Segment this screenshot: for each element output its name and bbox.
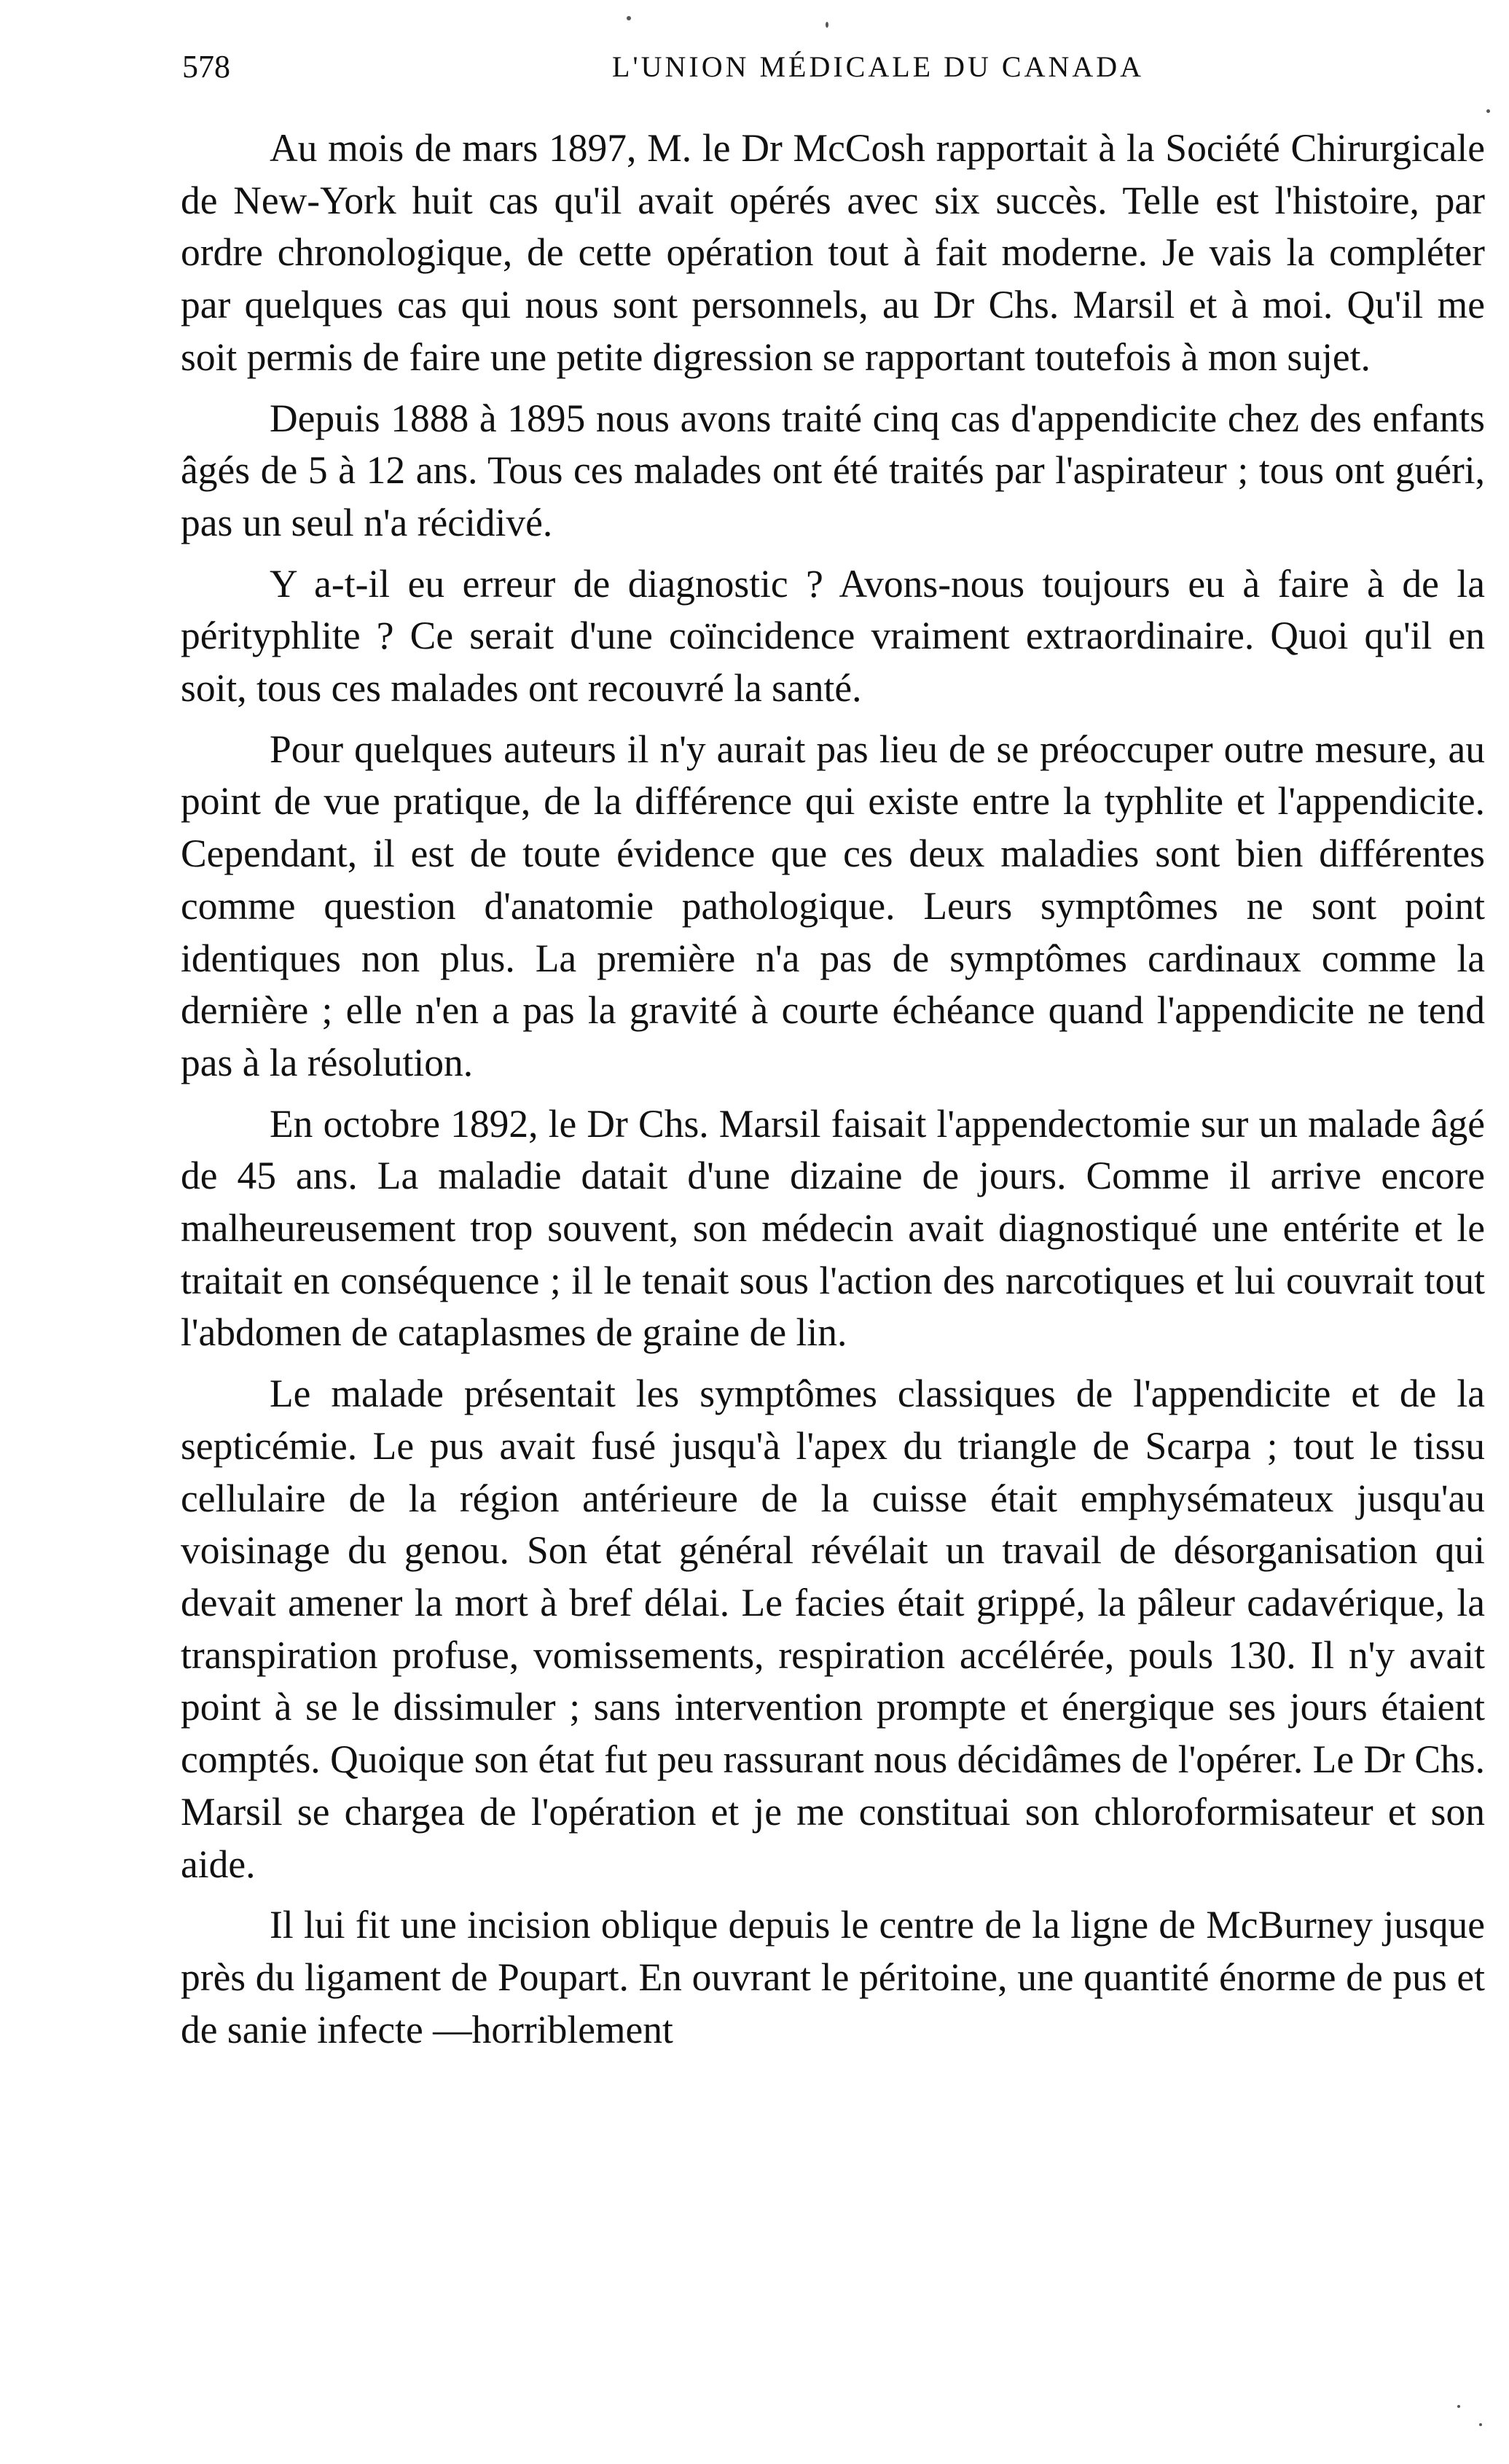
paragraph-mccosh: Au mois de mars 1897, M. le Dr McCosh rapportait à la Société Chirurgicale de New-York huit cas qu'il avait opérés avec six succès. Telle est l'histoire, par ordre chronologique, de cette opération tout à fait moderne. Je vais la compléter par quelques cas qui nous sont personnels, au Dr Chs. Marsil et à moi. Qu'il me soit permis de faire une petite digression se rapportant toutefois à mon sujet. <box>181 126 1485 379</box>
paragraph-children-cases: Depuis 1888 à 1895 nous avons traité cinq cas d'appendicite chez des enfants âgés de 5 à 12 ans. Tous ces malades ont été traités par l'aspirateur ; tous ont guéri, pas un seul n'a récidivé. <box>181 396 1485 544</box>
print-speck <box>826 22 828 28</box>
print-speck <box>1457 2405 1460 2408</box>
paragraph-incision: Il lui fit une incision oblique depuis le centre de la ligne de McBurney jusque près du ligament de Poupart. En ouvrant le péritoine, une quantité énorme de pus et de sanie infecte —horriblement <box>181 1903 1485 2052</box>
page-number: 578 <box>182 49 230 85</box>
running-head: L'UNION MÉDICALE DU CANADA <box>611 50 1145 83</box>
paragraph-typhlite-vs-appendicite: Pour quelques auteurs il n'y aurait pas lieu de se préoccuper outre mesure, au point de vue pratique, de la différence qui existe entre la typhlite et l'appendicite. Cependant, il est de toute évidence que ces deux maladies sont bien différentes comme question d'anatomie pathologique. Leurs symptômes ne sont point identiques non plus. La première n'a pas de symptômes cardinaux comme la dernière ; elle n'en a pas la gravité à courte échéance quand l'appendicite ne tend pas à la résolution. <box>181 727 1485 1084</box>
print-speck <box>1479 2423 1482 2426</box>
paragraph-patient-symptoms: Le malade présentait les symptômes classiques de l'appendicite et de la septicémie. Le pus avait fusé jusqu'à l'apex du triangle de Scarpa ; tout le tissu cellulaire de la région antérieure de la cuisse était emphysémateux jusqu'au voisinage du genou. Son état général révélait un travail de désorganisation qui devait amener la mort à bref délai. Le facies était grippé, la pâleur cadavérique, la transpiration profuse, vomissements, respiration accélérée, pouls 130. Il n'y avait point à se le dissimuler ; sans intervention prompte et énergique ses jours étaient comptés. Quoique son état fut peu rassurant nous décidâmes de l'opérer. Le Dr Chs. Marsil se chargea de l'opération et je me constituai son chloroformisateur et son aide. <box>181 1372 1485 1886</box>
print-speck <box>627 16 631 20</box>
paragraph-diagnostic-question: Y a-t-il eu erreur de diagnostic ? Avons-nous toujours eu à faire à de la pérityphlite ? Ce serait d'une coïncidence vraiment extraordinaire. Quoi qu'il en soit, tous ces malades ont recouvré la santé. <box>181 561 1485 711</box>
paragraph-october-1892-case: En octobre 1892, le Dr Chs. Marsil faisait l'appendectomie sur un malade âgé de 45 ans. La maladie datait d'une dizaine de jours. Comme il arrive encore malheureusement trop souvent, son médecin avait diagnostiqué une entérite et le traitait en conséquence ; il le tenait sous l'action des narcotiques et lui couvrait tout l'abdomen de cataplasmes de graine de lin. <box>181 1101 1485 1355</box>
print-speck <box>1486 109 1490 113</box>
page-header <box>182 45 1465 89</box>
body-text <box>181 122 1485 2065</box>
